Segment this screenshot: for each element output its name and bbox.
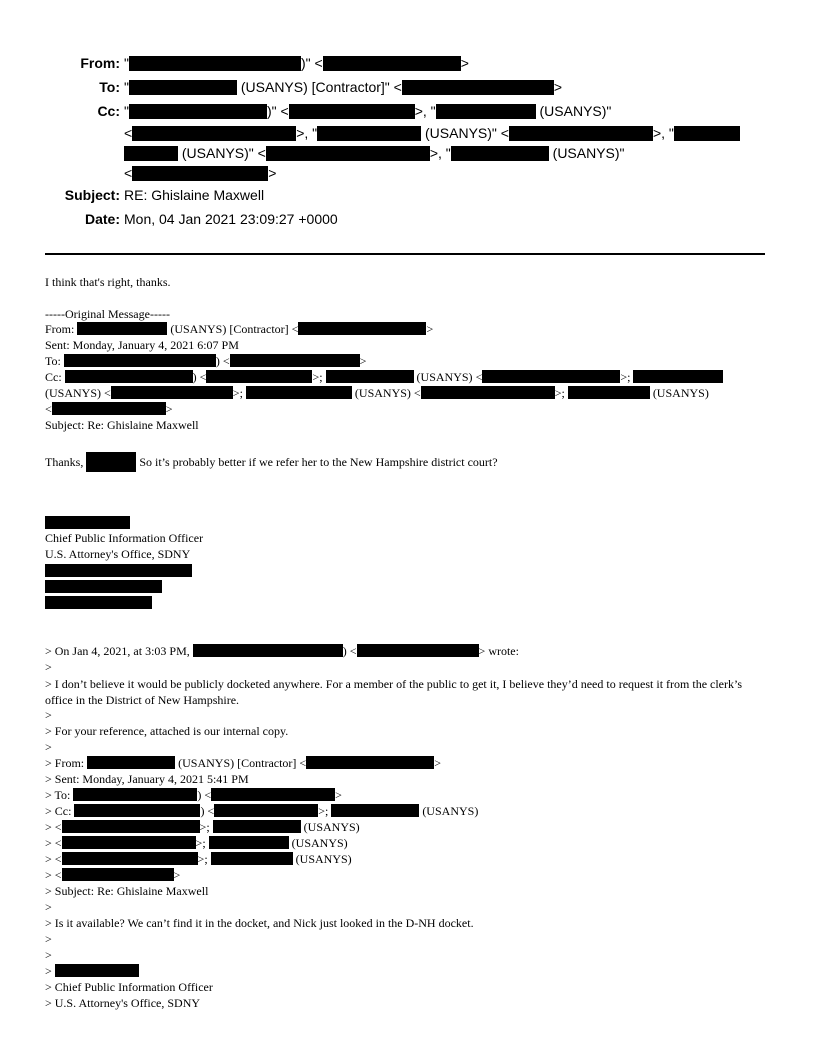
quoted-question: > Is it available? We can’t find it in the docket, and Nick just looked in the D-NH docket. [45,916,474,930]
quoted-signature-name: > [45,964,139,979]
from-value: " )" < > [124,55,469,71]
quoted-signature-title: > Chief Public Information Officer [45,980,213,994]
signature-redaction [45,564,192,577]
cc-value-line-2: < >, " (USANYS)" < >, " [124,124,740,142]
original-cc-line-1: Cc: ) < >; (USANYS) < >; [45,370,723,385]
original-body: Thanks, So it’s probably better if we refer her to the New Hampshire district court? [45,452,498,472]
redaction [62,852,198,865]
redaction [52,402,166,415]
redaction [326,370,414,383]
redaction [62,836,196,849]
redaction [124,146,178,161]
redaction [111,386,233,399]
original-divider: -----Original Message----- [45,307,170,321]
redaction [357,644,479,657]
redaction [266,146,430,161]
redaction [633,370,723,383]
quoted-subject: > Subject: Re: Ghislaine Maxwell [45,884,209,898]
quoted-sent: > Sent: Monday, January 4, 2021 5:41 PM [45,772,249,786]
redaction [421,386,555,399]
to-value: " (USANYS) [Contractor]" < > [124,79,563,95]
cc-value-line-1: " )" < >, " (USANYS)" [124,103,612,119]
redaction [64,354,216,367]
quoted-cc-line-2: > < >; (USANYS) [45,820,360,834]
redaction [129,104,267,119]
original-from: From: (USANYS) [Contractor] < > [45,322,434,336]
cc-value-line-4: < > [124,165,277,181]
quoted-from: > From: (USANYS) [Contractor] < > [45,756,441,770]
redaction [132,166,268,181]
redaction [323,56,461,71]
quoted-to: > To: ) < > [45,788,342,802]
quoted-blank: > [45,932,52,946]
header-divider [45,253,765,255]
redaction [74,804,200,817]
cc-label: Cc: [97,103,120,119]
quoted-blank: > [45,708,52,722]
redaction [193,644,343,657]
redaction [289,104,415,119]
redaction [402,80,554,95]
original-sent: Sent: Monday, January 4, 2021 6:07 PM [45,338,239,352]
redaction [62,868,174,881]
date-label: Date: [84,211,120,227]
original-subject: Subject: Re: Ghislaine Maxwell [45,418,199,432]
quoted-cc-line-3: > < >; (USANYS) [45,836,348,850]
reply-text: I think that's right, thanks. [45,275,171,289]
redaction [317,126,421,141]
original-cc-line-2: (USANYS) < >; (USANYS) < >; (USANYS) [45,386,709,400]
redaction [206,370,312,383]
quoted-cc-line-1: > Cc: ) < >; (USANYS) [45,804,479,818]
subject-value: RE: Ghislaine Maxwell [124,187,265,203]
redaction [246,386,352,399]
redaction [674,126,740,141]
redaction [211,788,335,801]
redaction [451,146,549,161]
redaction [213,820,301,833]
redaction [86,452,136,472]
quoted-para-1: > I don’t believe it would be publicly docketed anywhere. For a member of the public to get it, I believe they’d need to request it from the clerk’s office in the District of New Hampshire. [45,677,743,707]
redaction [132,126,296,141]
quoted-cc-line-4: > < >; (USANYS) [45,852,352,866]
redaction [509,126,653,141]
redaction [436,104,536,119]
redaction [298,322,426,335]
redaction [331,804,419,817]
quoted-signature-office: > U.S. Attorney's Office, SDNY [45,996,201,1010]
redaction [62,820,200,833]
redaction [55,964,139,977]
redaction [211,852,293,865]
from-label: From: [80,55,120,71]
redaction [77,322,167,335]
redaction [230,354,360,367]
redaction [214,804,318,817]
redaction [482,370,620,383]
quoted-cc-line-5: > < > [45,868,181,882]
quoted-para-2: > For your reference, attached is our internal copy. [45,724,289,738]
redaction [129,80,237,95]
redaction [129,56,301,71]
original-to: To: ) < > [45,354,367,368]
signature-redaction [45,596,152,609]
original-cc-line-3: < > [45,402,173,416]
redaction [209,836,289,849]
redaction [87,756,175,769]
quoted-blank: > [45,948,52,962]
date-value: Mon, 04 Jan 2021 23:09:27 +0000 [124,211,338,227]
cc-value-line-3: (USANYS)" < >, " (USANYS)" [124,144,625,162]
redaction [306,756,434,769]
redaction [568,386,650,399]
signature-redaction [45,580,162,593]
quoted-on-line: > On Jan 4, 2021, at 3:03 PM, ) < > wrote: [45,644,519,658]
redaction [65,370,193,383]
signature-title: Chief Public Information Officer [45,531,204,545]
subject-label: Subject: [64,187,120,203]
quoted-blank: > [45,900,52,914]
signature-name-redaction [45,516,130,529]
to-label: To: [99,79,120,95]
signature-office: U.S. Attorney's Office, SDNY [45,547,191,561]
quoted-blank: > [45,740,52,754]
quoted-blank: > [45,660,52,674]
redaction [73,788,197,801]
